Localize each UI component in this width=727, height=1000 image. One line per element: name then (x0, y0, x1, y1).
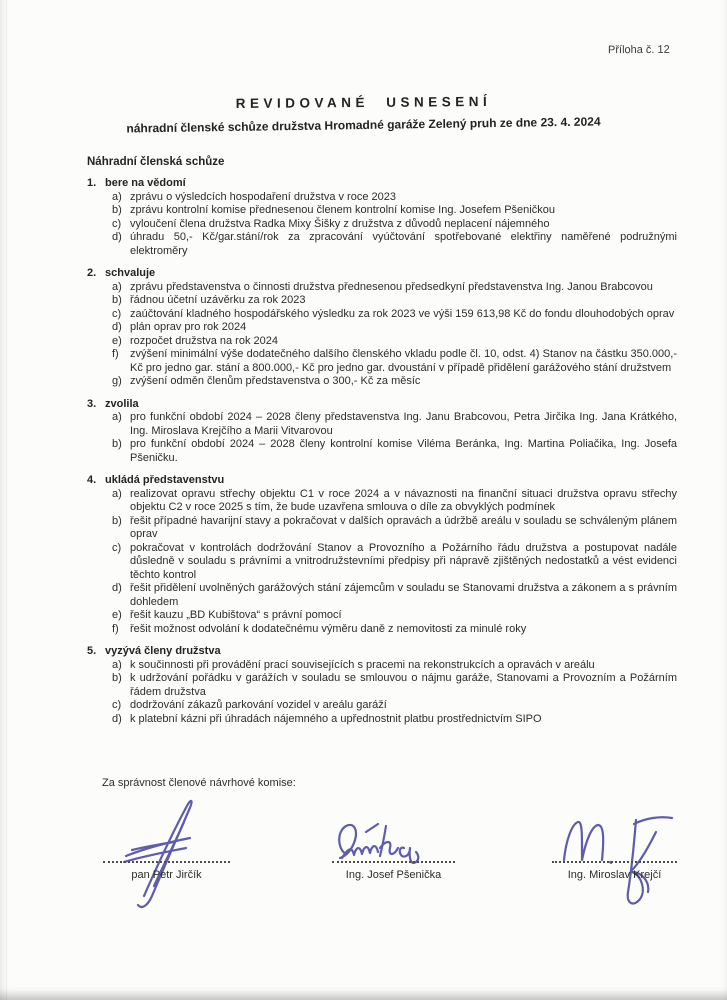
item-text: zvýšení minimální výše dodatečného dalšího členského vkladu podle čl. 10, odst. 4) Stanov na částku 350.000,- Kč pro jedno gar. stání a 800.000,- Kč pro jedno gar. dvoustání v případě přidělení garážového stání družstvem (130, 348, 677, 374)
resolution-item (112, 348, 677, 375)
item-letter: c) (112, 217, 122, 230)
resolution-section (0, 398, 727, 466)
section-title: vyzývá členy družstva (105, 645, 221, 657)
item-text: rozpočet družstva na rok 2024 (130, 334, 278, 347)
scan-edge-artifact (6, 0, 7, 1000)
resolution-item (112, 411, 677, 438)
item-letter: e) (112, 609, 122, 621)
item-text: pro funkční období 2024 – 2028 členy představenstva Ing. Janu Brabcovou, Petra Jirčika Ing. Jana Krátkého, Ing. Miroslava Krejčího a Marii Vitvarovou (130, 411, 677, 437)
resolution-item (112, 542, 677, 583)
signature-dotted-line (103, 861, 230, 863)
item-letter: d) (112, 712, 122, 725)
scan-edge-artifact (0, 990, 727, 1000)
item-text: plán oprav pro rok 2024 (130, 321, 247, 333)
item-letter: b) (112, 672, 122, 684)
resolution-sections (0, 177, 727, 726)
item-letter: c) (112, 307, 122, 320)
item-letter: d) (112, 582, 122, 594)
resolution-item (112, 375, 677, 389)
item-letter: d) (112, 321, 122, 333)
item-text: řešit kauzu „BD Kubištova“ s právní pomocí (130, 609, 342, 621)
item-text: řešit možnost odvolání k dodatečnému výměru daně z nemovitosti za minulé roky (130, 622, 527, 635)
item-text: dodržování zákazů parkování vozidel v areálu garáží (130, 699, 387, 711)
section-title: zvolila (105, 397, 139, 410)
resolution-item (112, 218, 677, 232)
item-letter: b) (112, 204, 122, 216)
signature-ink-icon (330, 820, 430, 870)
section-number: 1. (87, 177, 97, 189)
item-text: pro funkční období 2024 – 2028 členy kontrolní komise Viléma Beránka, Ing. Martina Poliačika, Ing. Josefa Pšeničku. (130, 438, 677, 464)
item-text: zaúčtování kladného hospodářského výsledku za rok 2023 ve výši 159 613,98 Kč do fondu dlouhodobých oprav (130, 307, 675, 320)
section-heading (87, 474, 727, 488)
item-text: vyloučení člena družstva Radka Mixy Šišky z družstva z důvodů neplacení nájemného (130, 217, 550, 230)
item-text: zprávu o výsledcích hospodaření družstva v roce 2023 (130, 190, 396, 203)
section-number: 2. (87, 267, 97, 279)
resolution-item (112, 281, 677, 295)
resolution-item (112, 582, 677, 609)
item-text: řádnou účetní uzávěrku za rok 2023 (130, 294, 306, 306)
resolution-section (0, 177, 727, 258)
resolution-item (112, 672, 677, 699)
item-text: k udržování pořádku v garážích v souladu se smlouvou o nájmu garáže, Stanovami a Provozním a Požárním řádem družstva (130, 672, 677, 698)
section-title: bere na vědomí (105, 177, 186, 189)
item-text: úhradu 50,- Kč/gar.stání/rok za zpracování vyúčtování spotřebované elektřiny naměřené podružnými elektroměry (130, 231, 677, 257)
resolution-item (112, 699, 677, 713)
signature-ink-icon (556, 810, 676, 910)
meeting-label: Náhradní členská schůze (87, 156, 225, 168)
signature-ink-icon (118, 798, 210, 910)
section-title: ukládá představenstvu (105, 474, 225, 486)
resolution-item (112, 308, 677, 322)
signature-dotted-line (552, 861, 677, 863)
item-letter: c) (112, 541, 122, 554)
item-letter: d) (112, 231, 122, 243)
section-heading (87, 645, 727, 659)
item-text: pokračovat v kontrolách dodržování Stanov a Provozního a Požárního řádu družstva a postupovat nadále důsledně v souladu s právními a vnitrodružstevními předpisy při nápravě zjištěných nedostatků a vést evidenci těchto kontrol (130, 541, 677, 581)
item-letter: b) (112, 294, 122, 306)
section-number: 4. (87, 474, 97, 486)
item-letter: b) (112, 514, 122, 527)
resolution-item (112, 191, 677, 205)
resolution-item (112, 231, 677, 258)
item-letter: a) (112, 190, 122, 203)
resolution-item (112, 321, 677, 335)
item-letter: f) (112, 622, 119, 635)
item-text: řešit přidělení uvolněných garážových stání zájemcům v souladu se Stanovami družstva a zákonem a s právním dohledem (130, 582, 677, 608)
resolution-section (0, 267, 727, 389)
item-letter: a) (112, 487, 122, 500)
item-letter: e) (112, 334, 122, 347)
signer-name: Ing. Josef Pšenička (345, 869, 442, 881)
resolution-item (112, 713, 677, 727)
item-letter: a) (112, 280, 122, 293)
resolution-item (112, 609, 677, 623)
item-text: zprávu kontrolní komise přednesenou členem kontrolní komise Ing. Josefem Pšeničkou (130, 204, 555, 216)
signer-name: pan Petr Jirčík (131, 869, 202, 881)
section-heading (87, 398, 727, 412)
section-title: schvaluje (105, 267, 156, 279)
item-letter: c) (112, 699, 122, 711)
item-text: k součinnosti při provádění prací souvisejících s pracemi na rekonstrukcích a opravách v areálu (130, 658, 595, 671)
attachment-ref: Příloha č. 12 (608, 43, 671, 57)
resolution-item (112, 659, 677, 673)
item-text: zvýšení odměn členům představenstva o 300,- Kč za měsíc (130, 375, 421, 387)
resolution-item (112, 294, 677, 308)
item-text: k platební kázni při úhradách nájemného a upřednostnit platbu prostřednictvím SIPO (130, 712, 542, 725)
resolution-item (112, 488, 677, 515)
document-subtitle: náhradní členské schůze družstva Hromadné garáže Zelený pruh ze dne 23. 4. 2024 (126, 114, 601, 136)
item-letter: b) (112, 438, 122, 450)
item-text: řešit případné havarijní stavy a pokračovat v dalších opravách a údržbě areálu v souladu se schváleným plánem oprav (130, 514, 677, 540)
signer-name: Ing. Miroslav Krejčí (567, 869, 662, 881)
item-text: zprávu představenstva o činnosti družstva přednesenou předsedkyní představenstva Ing. Janou Brabcovou (130, 280, 653, 293)
item-letter: a) (112, 411, 122, 423)
section-number: 3. (87, 397, 97, 410)
resolution-item (112, 623, 677, 637)
resolution-item (112, 335, 677, 349)
resolution-section (0, 474, 727, 636)
document-title: REVIDOVANÉ USNESENÍ (235, 93, 492, 112)
resolution-item (112, 438, 677, 465)
section-heading (87, 177, 727, 191)
resolution-section (0, 645, 727, 726)
item-letter: g) (112, 375, 122, 387)
resolution-item (112, 515, 677, 542)
resolution-item (112, 204, 677, 218)
closing-line: Za správnost členové návrhové komise: (102, 777, 296, 789)
item-letter: f) (112, 348, 119, 360)
item-letter: a) (112, 658, 122, 671)
section-heading (87, 267, 727, 281)
signature-dotted-line (332, 861, 455, 863)
section-number: 5. (87, 645, 97, 657)
item-text: realizovat opravu střechy objektu C1 v roce 2024 a v návaznosti na finanční situaci družstva opravu střechy objektu C2 v roce 2025 s tím, že bude uzavřena smlouva o díle za obvyklých podmínek (130, 487, 677, 513)
